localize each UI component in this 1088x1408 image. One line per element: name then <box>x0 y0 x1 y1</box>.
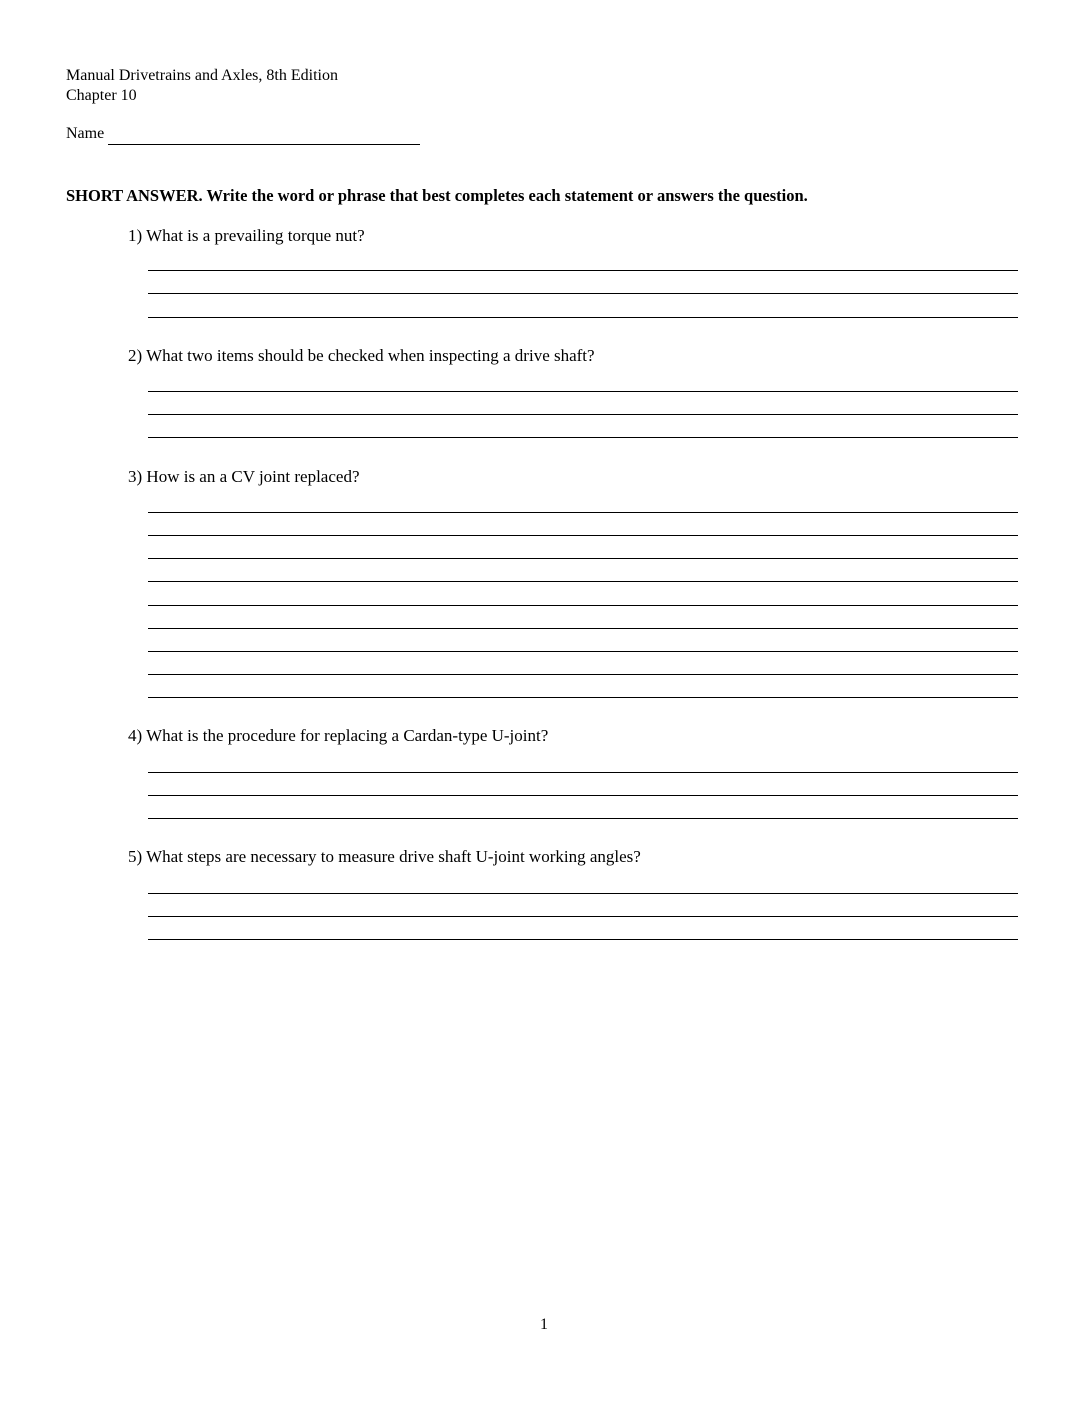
answer-line[interactable] <box>148 893 1018 894</box>
answer-line[interactable] <box>148 535 1018 536</box>
question-3: 3) How is an a CV joint replaced? <box>128 467 360 486</box>
question-4: 4) What is the procedure for replacing a Cardan-type U-joint? <box>128 726 549 745</box>
answer-line[interactable] <box>148 317 1018 318</box>
page-number: 1 <box>540 1316 548 1333</box>
answer-line[interactable] <box>148 818 1018 819</box>
answer-line[interactable] <box>148 772 1018 773</box>
answer-line[interactable] <box>148 674 1018 675</box>
answer-line[interactable] <box>148 916 1018 917</box>
answer-line[interactable] <box>148 651 1018 652</box>
name-label: Name <box>66 125 105 142</box>
question-5: 5) What steps are necessary to measure drive shaft U-joint working angles? <box>128 847 641 866</box>
answer-line[interactable] <box>148 628 1018 629</box>
answer-line[interactable] <box>148 414 1018 415</box>
name-field-line[interactable] <box>108 144 420 145</box>
answer-line[interactable] <box>148 391 1018 392</box>
answer-line[interactable] <box>148 605 1018 606</box>
answer-line[interactable] <box>148 512 1018 513</box>
answer-line[interactable] <box>148 795 1018 796</box>
section-instructions: SHORT ANSWER. Write the word or phrase that best completes each statement or answers the question. <box>66 186 808 205</box>
question-2: 2) What two items should be checked when inspecting a drive shaft? <box>128 346 595 365</box>
answer-line[interactable] <box>148 437 1018 438</box>
answer-line[interactable] <box>148 581 1018 582</box>
book-title: Manual Drivetrains and Axles, 8th Edition <box>66 67 338 84</box>
chapter-label: Chapter 10 <box>66 87 137 104</box>
answer-line[interactable] <box>148 697 1018 698</box>
answer-line[interactable] <box>148 270 1018 271</box>
answer-line[interactable] <box>148 293 1018 294</box>
answer-line[interactable] <box>148 939 1018 940</box>
question-1: 1) What is a prevailing torque nut? <box>128 226 365 245</box>
answer-line[interactable] <box>148 558 1018 559</box>
